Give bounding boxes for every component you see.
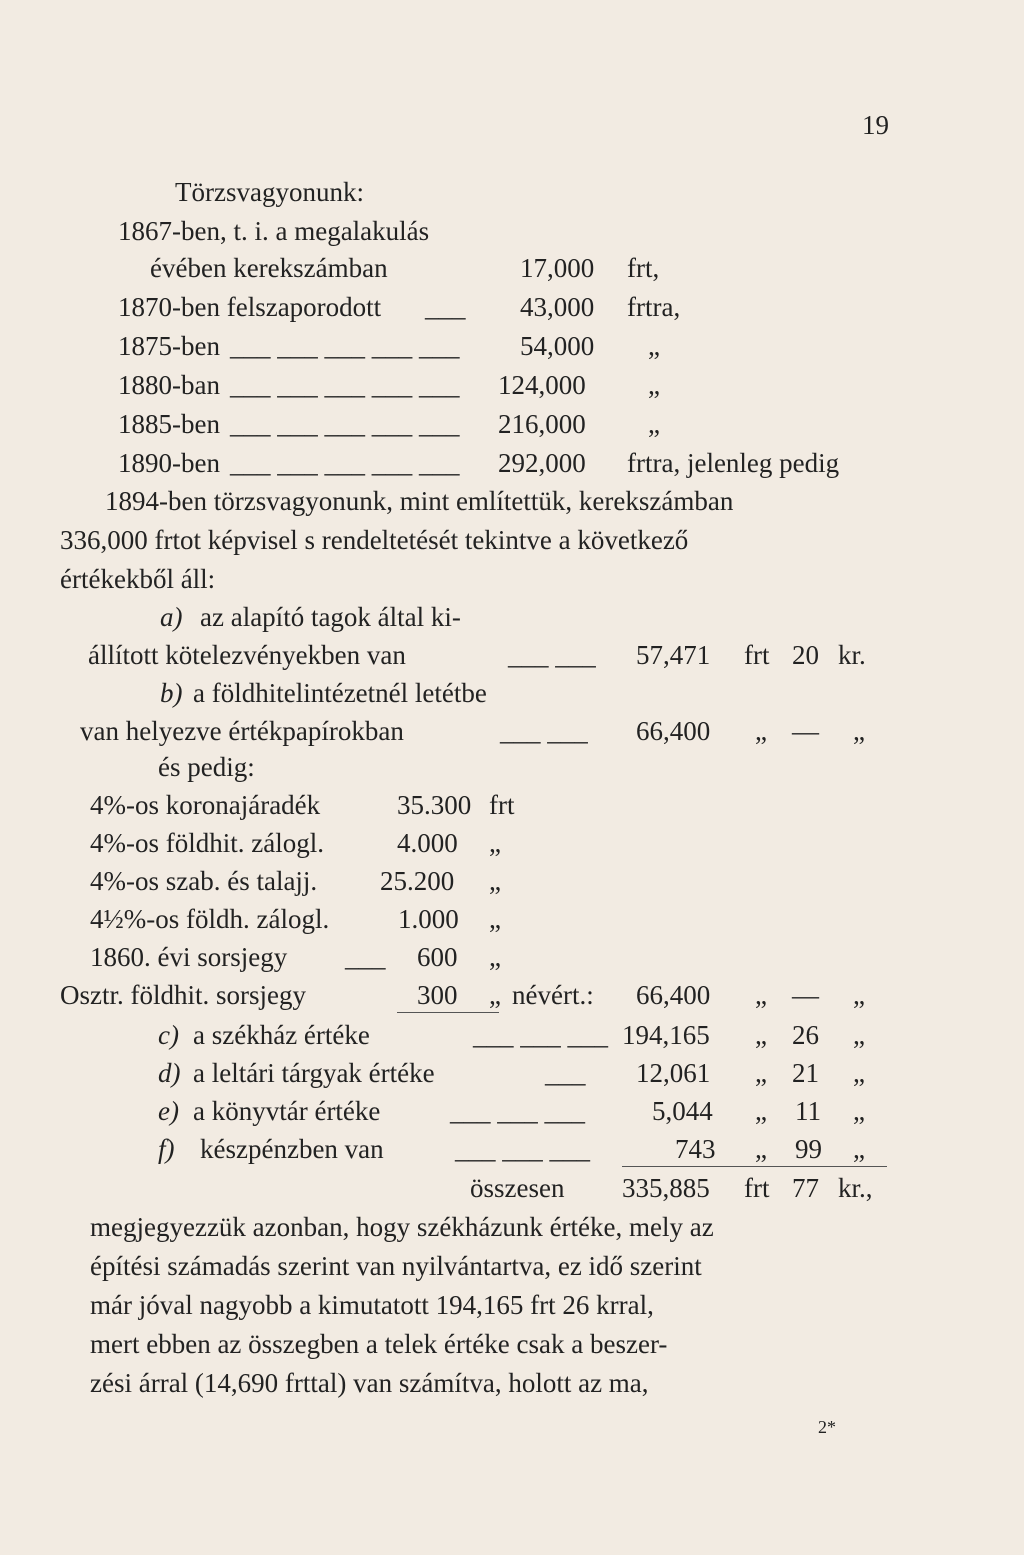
item-letter: b) [160,678,183,708]
paragraph-line: értékekből áll: [60,564,216,594]
es-pedig: és pedig: [158,752,255,782]
leader-dots: ___ ___ [500,716,588,746]
year-row-unit: „ [648,331,660,361]
kr-value: 26 [792,1020,819,1050]
page-number: 19 [862,110,889,140]
signature-mark: 2* [818,1417,836,1437]
frt-unit: „ [755,1134,767,1164]
security-name: 4%-os földhit. zálogl. [90,828,324,858]
frt-unit: frt [744,640,770,670]
security-name: Osztr. földhit. sorsjegy [60,980,306,1010]
year-row-value: 124,000 [498,370,586,400]
item-value: 743 [675,1134,716,1164]
year-row-unit: frtra, [627,292,681,322]
security-name: 1860. évi sorsjegy [90,942,288,972]
paragraph-line: zési árral (14,690 frttal) van számítva, holott az ma, [90,1368,649,1398]
year-row-value: 292,000 [498,448,586,478]
paragraph-line: építési számadás szerint van nyilvántartva, ez idő szerint [90,1251,702,1281]
leader-dots: ___ ___ ___ [455,1134,590,1164]
item-value: 66,400 [636,980,711,1010]
frt-unit: „ [755,1058,767,1088]
intro-line-1: 1867-ben, t. i. a megalakulás [118,216,430,246]
kr-unit: „ [853,716,865,746]
leader-dots: ___ ___ ___ ___ ___ [230,409,460,439]
kr-value: 20 [792,640,819,670]
year-row-unit: frtra, jelenleg pedig [627,448,840,478]
item-label: a földhitelintézetnél letétbe [193,678,487,708]
intro-value: 17,000 [520,253,595,283]
leader-dots: ___ ___ ___ [473,1020,608,1050]
item-value: 12,061 [636,1058,711,1088]
kr-value: 21 [792,1058,819,1088]
security-value: 600 [417,942,458,972]
leader-dots: ___ ___ ___ [450,1096,585,1126]
security-value: 300 [417,980,458,1010]
year-row-label: 1885-ben [118,409,220,439]
year-row-unit: „ [648,370,660,400]
item-label: a székház értéke [193,1020,370,1050]
year-row-value: 216,000 [498,409,586,439]
security-name: 4½%-os földh. zálogl. [90,904,330,934]
sum-rule [397,1012,499,1013]
item-letter: a) [160,602,183,632]
item-value: 57,471 [636,640,711,670]
kr-value: 11 [795,1096,821,1126]
item-letter: e) [158,1096,179,1126]
total-rule [622,1166,887,1167]
kr-unit: „ [853,1134,865,1164]
kr-value: — [792,980,819,1010]
year-row-unit: „ [648,409,660,439]
leader-dots: ___ [545,1058,586,1088]
item-label: a leltári tárgyak értéke [193,1058,435,1088]
item-label: a könyvtár értéke [193,1096,381,1126]
security-value: 1.000 [398,904,459,934]
item-letter: f) [158,1134,175,1164]
frt-unit: frt [744,1173,770,1203]
kr-unit: „ [853,980,865,1010]
frt-unit: „ [755,1020,767,1050]
year-row-label: 1870-ben felszaporodott [118,292,382,322]
year-row-label: 1890-ben [118,448,220,478]
paragraph-line: megjegyezzük azonban, hogy székházunk értéke, mely az [90,1212,714,1242]
kr-value: — [792,716,819,746]
kr-value: 77 [792,1173,819,1203]
year-row-label: 1880-ban [118,370,220,400]
security-unit: frt [489,790,515,820]
leader-dots: ___ [425,292,466,322]
item-value: 66,400 [636,716,711,746]
security-unit: „ [489,942,501,972]
year-row-label: 1875-ben [118,331,220,361]
security-value: 25.200 [380,866,455,896]
leader-dots: ___ ___ ___ ___ ___ [230,448,460,478]
year-row-value: 54,000 [520,331,595,361]
leader-dots: ___ ___ ___ ___ ___ [230,331,460,361]
kr-value: 99 [795,1134,822,1164]
heading: Törzsvagyonunk: [175,177,364,207]
kr-unit: kr., [838,1173,873,1203]
paragraph-line: mert ebben az összegben a telek értéke csak a beszer- [90,1329,668,1359]
item-label: van helyezve értékpapírokban [80,716,404,746]
leader-dots: ___ [345,942,386,972]
frt-unit: „ [755,716,767,746]
item-label: állított kötelezvényekben van [88,640,406,670]
year-row-value: 43,000 [520,292,595,322]
kr-unit: „ [853,1096,865,1126]
security-unit: „ [489,866,501,896]
total-label: összesen [470,1173,565,1203]
total-value: 335,885 [622,1173,710,1203]
security-name: 4%-os koronajáradék [90,790,321,820]
leader-dots: ___ ___ [508,640,596,670]
frt-unit: „ [755,980,767,1010]
kr-unit: „ [853,1020,865,1050]
security-unit: „ [489,904,501,934]
security-value: 4.000 [397,828,458,858]
intro-line-2: évében kerekszámban [150,253,388,283]
item-label: készpénzben van [200,1134,384,1164]
item-value: 5,044 [652,1096,713,1126]
nevert-label: névért.: [512,980,594,1010]
intro-unit: frt, [627,253,660,283]
paragraph-line: már jóval nagyobb a kimutatott 194,165 frt 26 krral, [90,1290,654,1320]
item-letter: d) [158,1058,181,1088]
security-unit: „ [489,828,501,858]
leader-dots: ___ ___ ___ ___ ___ [230,370,460,400]
item-label: az alapító tagok által ki- [200,602,461,632]
security-unit: „ [489,980,501,1010]
kr-unit: kr. [838,640,866,670]
item-value: 194,165 [622,1020,710,1050]
item-letter: c) [158,1020,179,1050]
kr-unit: „ [853,1058,865,1088]
paragraph-line: 1894-ben törzsvagyonunk, mint említettük, kerekszámban [105,486,734,516]
security-name: 4%-os szab. és talajj. [90,866,318,896]
paragraph-line: 336,000 frtot képvisel s rendeltetését tekintve a következő [60,525,689,555]
security-value: 35.300 [397,790,472,820]
frt-unit: „ [755,1096,767,1126]
